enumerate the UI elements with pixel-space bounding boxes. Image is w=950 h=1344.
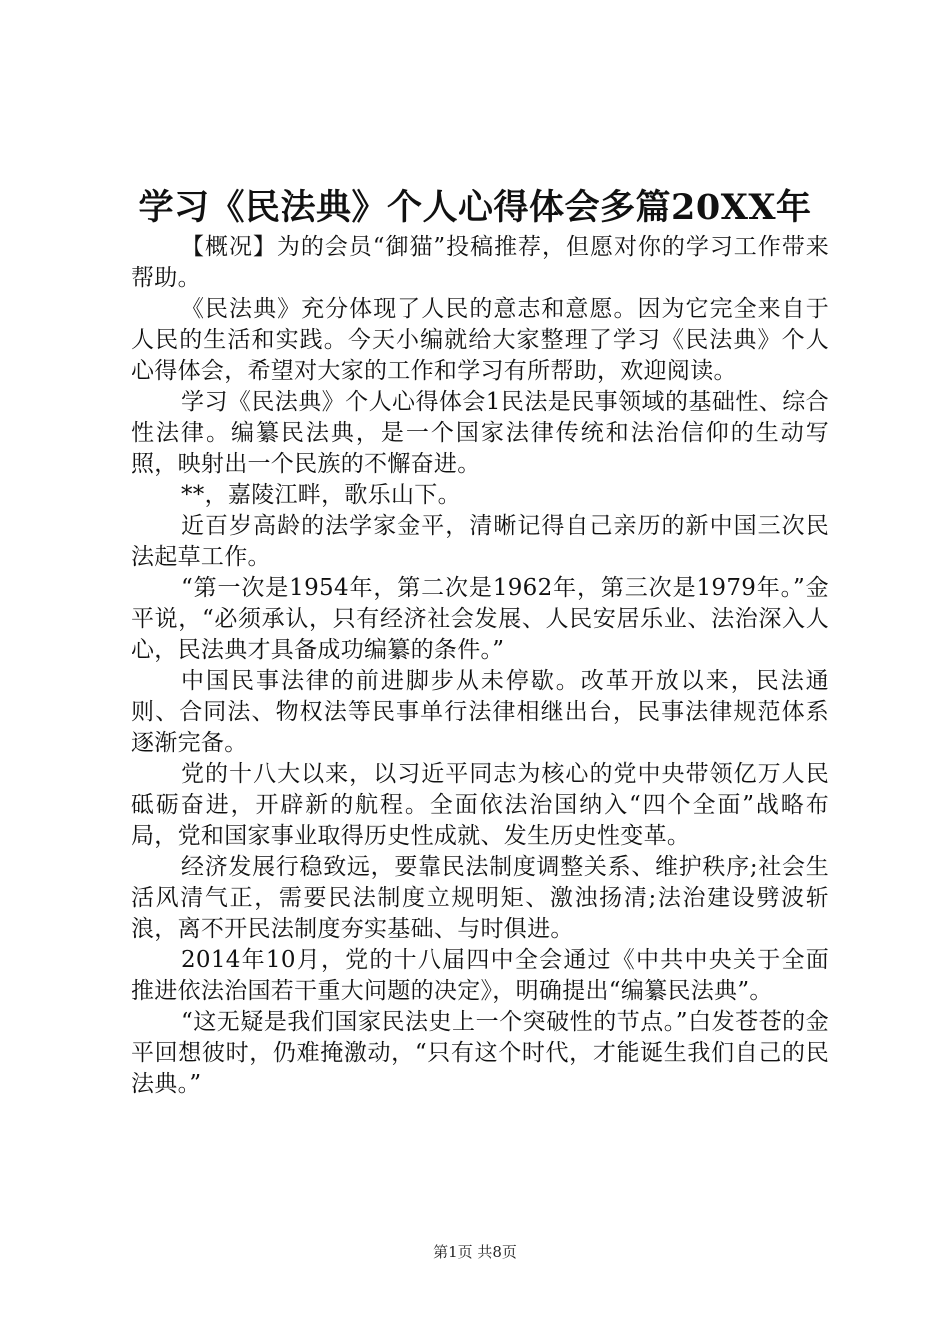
paragraph: 近百岁高龄的法学家金平，清晰记得自己亲历的新中国三次民法起草工作。	[131, 513, 829, 570]
paragraph: “第一次是1954年，第二次是1962年，第三次是1979年。”金平说，“必须承认，只有经济社会发展、人民安居乐业、法治深入人心，民法典才具备成功编纂的条件。”	[131, 575, 829, 663]
paragraph: 党的十八大以来，以习近平同志为核心的党中央带领亿万人民砥砺奋进，开辟新的航程。全面依法治国纳入“四个全面”战略布局，党和国家事业取得历史性成就、发生历史性变革。	[131, 761, 829, 849]
paragraph: “这无疑是我们国家民法史上一个突破性的节点。”白发苍苍的金平回想彼时，仍难掩激动，“只有这个时代，才能诞生我们自己的民法典。”	[131, 1009, 829, 1097]
paragraph: 中国民事法律的前进脚步从未停歇。改革开放以来，民法通则、合同法、物权法等民事单行法律相继出台，民事法律规范体系逐渐完备。	[131, 668, 829, 756]
document-body	[131, 232, 829, 1100]
paragraph: 学习《民法典》个人心得体会1民法是民事领域的基础性、综合性法律。编纂民法典，是一个国家法律传统和法治信仰的生动写照，映射出一个民族的不懈奋进。	[131, 389, 829, 477]
paragraph: 经济发展行稳致远，要靠民法制度调整关系、维护秩序;社会生活风清气正，需要民法制度立规明矩、激浊扬清;法治建设劈波斩浪，离不开民法制度夯实基础、与时俱进。	[131, 854, 829, 942]
document-title: 学习《民法典》个人心得体会多篇20XX年	[138, 187, 812, 228]
paragraph: 【概况】为的会员“御猫”投稿推荐，但愿对你的学习工作带来帮助。	[131, 234, 829, 291]
paragraph: 2014年10月，党的十八届四中全会通过《中共中央关于全面推进依法治国若干重大问题的决定》，明确提出“编纂民法典”。	[131, 947, 829, 1004]
paragraph: **，嘉陵江畔，歌乐山下。	[181, 482, 461, 508]
page-number-footer: 第1页 共8页	[433, 1243, 517, 1261]
paragraph: 《民法典》充分体现了人民的意志和意愿。因为它完全来自于人民的生活和实践。今天小编就给大家整理了学习《民法典》个人心得体会，希望对大家的工作和学习有所帮助，欢迎阅读。	[131, 296, 829, 384]
